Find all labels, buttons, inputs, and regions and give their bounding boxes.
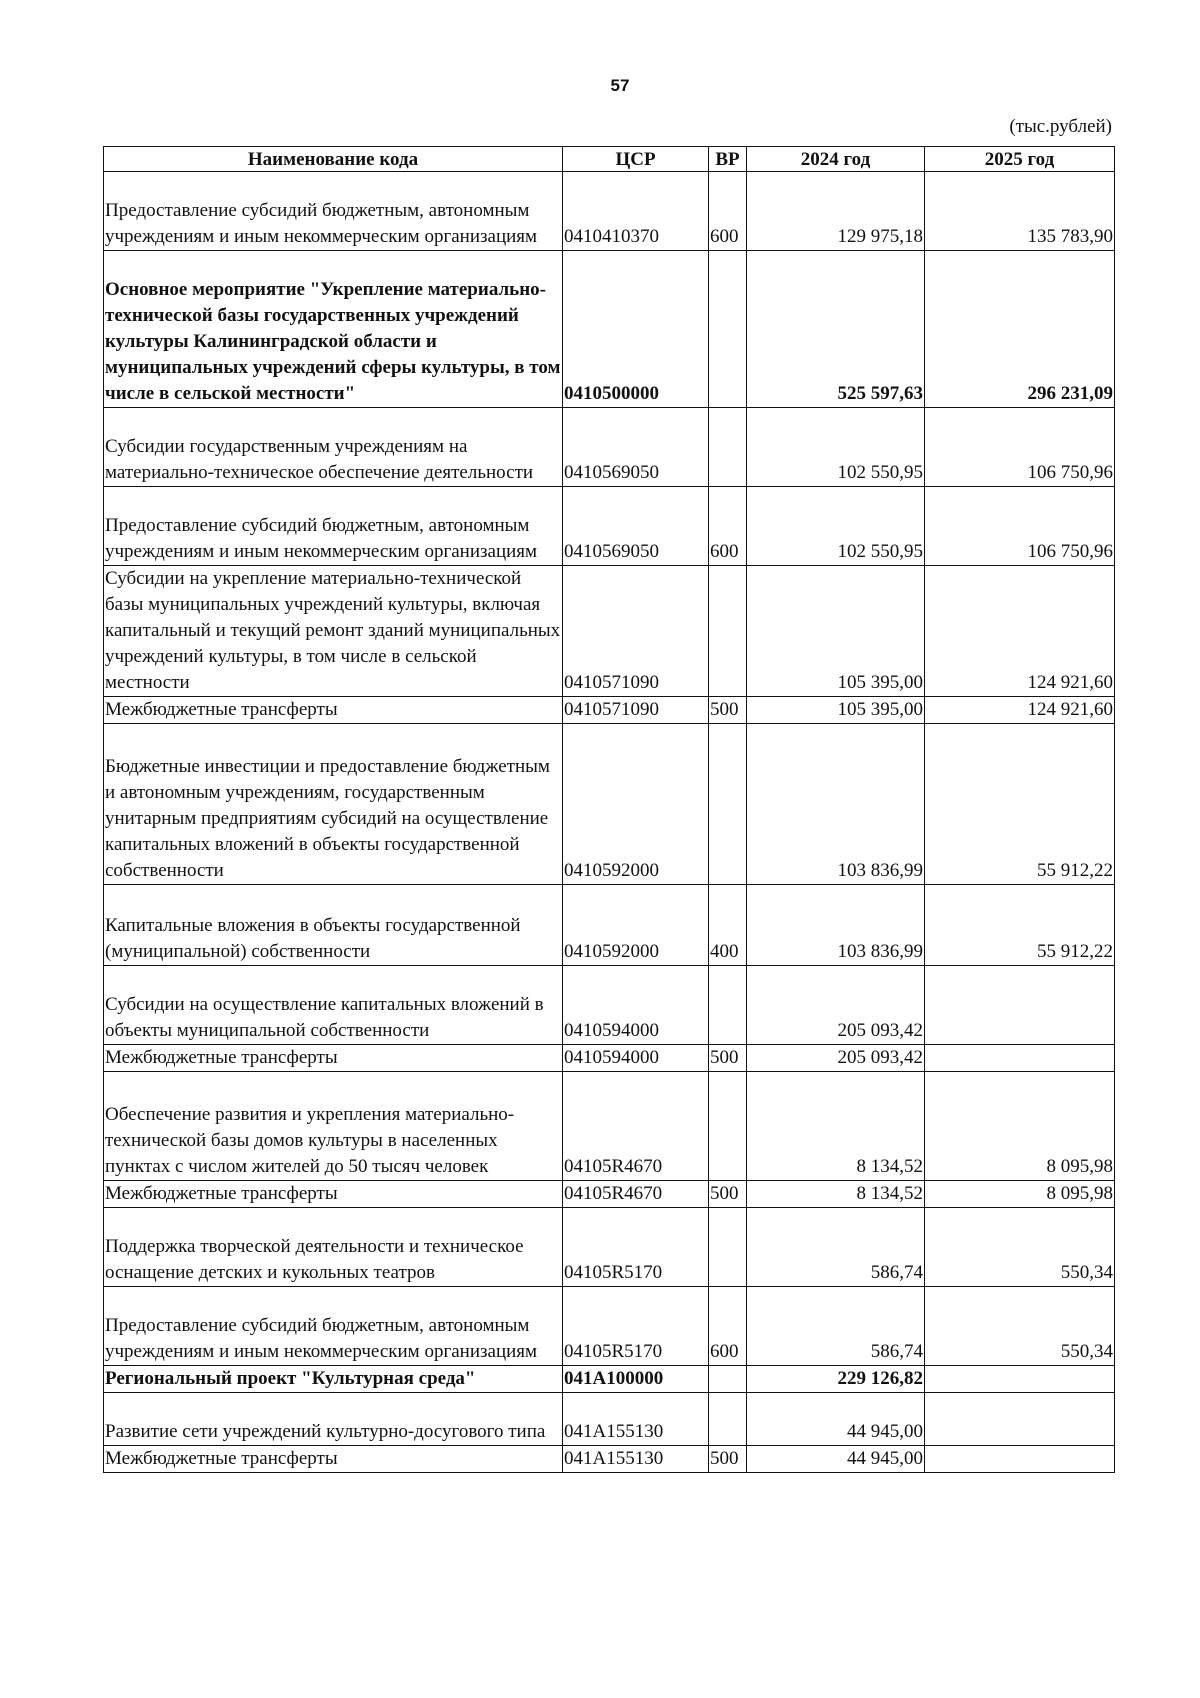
row-vr xyxy=(709,251,747,408)
table-row xyxy=(104,1072,1115,1181)
row-csr: 04105R4670 xyxy=(563,1072,709,1181)
row-2025 xyxy=(925,1366,1115,1393)
row-2025: 550,34 xyxy=(925,1208,1115,1287)
row-2025 xyxy=(925,1393,1115,1446)
row-2024: 103 836,99 xyxy=(747,885,925,966)
row-csr: 0410594000 xyxy=(563,966,709,1045)
table-row xyxy=(104,1045,1115,1072)
table-row xyxy=(104,1287,1115,1366)
row-vr xyxy=(709,1393,747,1446)
row-name: Развитие сети учреждений культурно-досугового типа xyxy=(104,1393,563,1446)
row-2025: 550,34 xyxy=(925,1287,1115,1366)
row-2025: 55 912,22 xyxy=(925,724,1115,885)
table-row xyxy=(104,724,1115,885)
row-vr xyxy=(709,566,747,697)
row-2025: 106 750,96 xyxy=(925,487,1115,566)
row-csr: 041A155130 xyxy=(563,1446,709,1473)
table-row xyxy=(104,1366,1115,1393)
row-vr: 500 xyxy=(709,697,747,724)
row-2025: 106 750,96 xyxy=(925,408,1115,487)
row-csr: 0410571090 xyxy=(563,697,709,724)
row-csr: 041A155130 xyxy=(563,1393,709,1446)
table-row xyxy=(104,885,1115,966)
row-2025 xyxy=(925,966,1115,1045)
row-vr: 600 xyxy=(709,1287,747,1366)
table-row xyxy=(104,966,1115,1045)
table-header-row xyxy=(104,147,1115,172)
table-row xyxy=(104,408,1115,487)
row-name: Обеспечение развития и укрепления материально-технической базы домов культуры в населенных пунктах с числом жителей до 50 тысяч человек xyxy=(104,1072,563,1181)
header-csr: ЦСР xyxy=(563,147,709,172)
row-csr: 0410592000 xyxy=(563,885,709,966)
row-2025 xyxy=(925,1446,1115,1473)
row-vr xyxy=(709,408,747,487)
row-vr: 500 xyxy=(709,1446,747,1473)
row-2025: 135 783,90 xyxy=(925,172,1115,251)
table-row xyxy=(104,1181,1115,1208)
row-2024: 44 945,00 xyxy=(747,1393,925,1446)
row-2024: 105 395,00 xyxy=(747,566,925,697)
row-2024: 102 550,95 xyxy=(747,487,925,566)
row-csr: 0410571090 xyxy=(563,566,709,697)
table-row xyxy=(104,566,1115,697)
table-row xyxy=(104,172,1115,251)
row-csr: 0410569050 xyxy=(563,487,709,566)
row-name: Предоставление субсидий бюджетным, автономным учреждениям и иным некоммерческим организациям xyxy=(104,172,563,251)
row-name: Основное мероприятие "Укрепление материально-технической базы государственных учреждений культуры Калининградской области и муниципальных учреждений сферы культуры, в том числе в сельской местности" xyxy=(104,251,563,408)
row-vr: 600 xyxy=(709,172,747,251)
units-label: (тыс.рублей) xyxy=(1009,116,1112,137)
row-name: Предоставление субсидий бюджетным, автономным учреждениям и иным некоммерческим организациям xyxy=(104,1287,563,1366)
row-csr: 0410410370 xyxy=(563,172,709,251)
header-2025: 2025 год xyxy=(925,147,1115,172)
row-2024: 586,74 xyxy=(747,1208,925,1287)
row-vr xyxy=(709,724,747,885)
row-2024: 129 975,18 xyxy=(747,172,925,251)
table-row xyxy=(104,1208,1115,1287)
table-row xyxy=(104,1393,1115,1446)
row-name: Субсидии на осуществление капитальных вложений в объекты муниципальной собственности xyxy=(104,966,563,1045)
row-name: Межбюджетные трансферты xyxy=(104,1446,563,1473)
row-2024: 525 597,63 xyxy=(747,251,925,408)
row-2025: 55 912,22 xyxy=(925,885,1115,966)
row-name: Поддержка творческой деятельности и техническое оснащение детских и кукольных театров xyxy=(104,1208,563,1287)
row-csr: 041A100000 xyxy=(563,1366,709,1393)
row-2024: 586,74 xyxy=(747,1287,925,1366)
row-vr: 500 xyxy=(709,1045,747,1072)
row-name: Капитальные вложения в объекты государственной (муниципальной) собственности xyxy=(104,885,563,966)
page-number: 57 xyxy=(610,76,630,95)
row-2024: 44 945,00 xyxy=(747,1446,925,1473)
header-2024: 2024 год xyxy=(747,147,925,172)
header-vr: ВР xyxy=(709,147,747,172)
row-2024: 103 836,99 xyxy=(747,724,925,885)
row-vr xyxy=(709,1208,747,1287)
row-2024: 8 134,52 xyxy=(747,1072,925,1181)
row-2025: 124 921,60 xyxy=(925,566,1115,697)
row-vr xyxy=(709,1366,747,1393)
row-csr: 0410594000 xyxy=(563,1045,709,1072)
row-2024: 8 134,52 xyxy=(747,1181,925,1208)
row-name: Субсидии на укрепление материально-технической базы муниципальных учреждений культуры, включая капитальный и текущий ремонт зданий муниципальных учреждений культуры, в том числе в сельской местности xyxy=(104,566,563,697)
row-2024: 105 395,00 xyxy=(747,697,925,724)
row-2025 xyxy=(925,1045,1115,1072)
row-2025: 296 231,09 xyxy=(925,251,1115,408)
budget-table xyxy=(103,146,1115,1473)
row-2024: 205 093,42 xyxy=(747,966,925,1045)
row-csr: 04105R5170 xyxy=(563,1208,709,1287)
table-row xyxy=(104,251,1115,408)
row-name: Бюджетные инвестиции и предоставление бюджетным и автономным учреждениям, государственным унитарным предприятиям субсидий на осуществление капитальных вложений в объекты государственной собственности xyxy=(104,724,563,885)
row-vr: 600 xyxy=(709,487,747,566)
row-vr: 500 xyxy=(709,1181,747,1208)
row-csr: 04105R5170 xyxy=(563,1287,709,1366)
row-2025: 8 095,98 xyxy=(925,1072,1115,1181)
row-name: Региональный проект "Культурная среда" xyxy=(104,1366,563,1393)
row-csr: 0410500000 xyxy=(563,251,709,408)
row-name: Межбюджетные трансферты xyxy=(104,1045,563,1072)
row-vr xyxy=(709,1072,747,1181)
row-name: Субсидии государственным учреждениям на материально-техническое обеспечение деятельности xyxy=(104,408,563,487)
row-2025: 124 921,60 xyxy=(925,697,1115,724)
row-csr: 04105R4670 xyxy=(563,1181,709,1208)
table-row xyxy=(104,697,1115,724)
row-csr: 0410569050 xyxy=(563,408,709,487)
row-2025: 8 095,98 xyxy=(925,1181,1115,1208)
row-csr: 0410592000 xyxy=(563,724,709,885)
row-name: Предоставление субсидий бюджетным, автономным учреждениям и иным некоммерческим организациям xyxy=(104,487,563,566)
table-row xyxy=(104,1446,1115,1473)
row-2024: 102 550,95 xyxy=(747,408,925,487)
row-vr: 400 xyxy=(709,885,747,966)
row-2024: 229 126,82 xyxy=(747,1366,925,1393)
row-name: Межбюджетные трансферты xyxy=(104,697,563,724)
table-row xyxy=(104,487,1115,566)
header-name: Наименование кода xyxy=(104,147,563,172)
row-name: Межбюджетные трансферты xyxy=(104,1181,563,1208)
row-vr xyxy=(709,966,747,1045)
row-2024: 205 093,42 xyxy=(747,1045,925,1072)
